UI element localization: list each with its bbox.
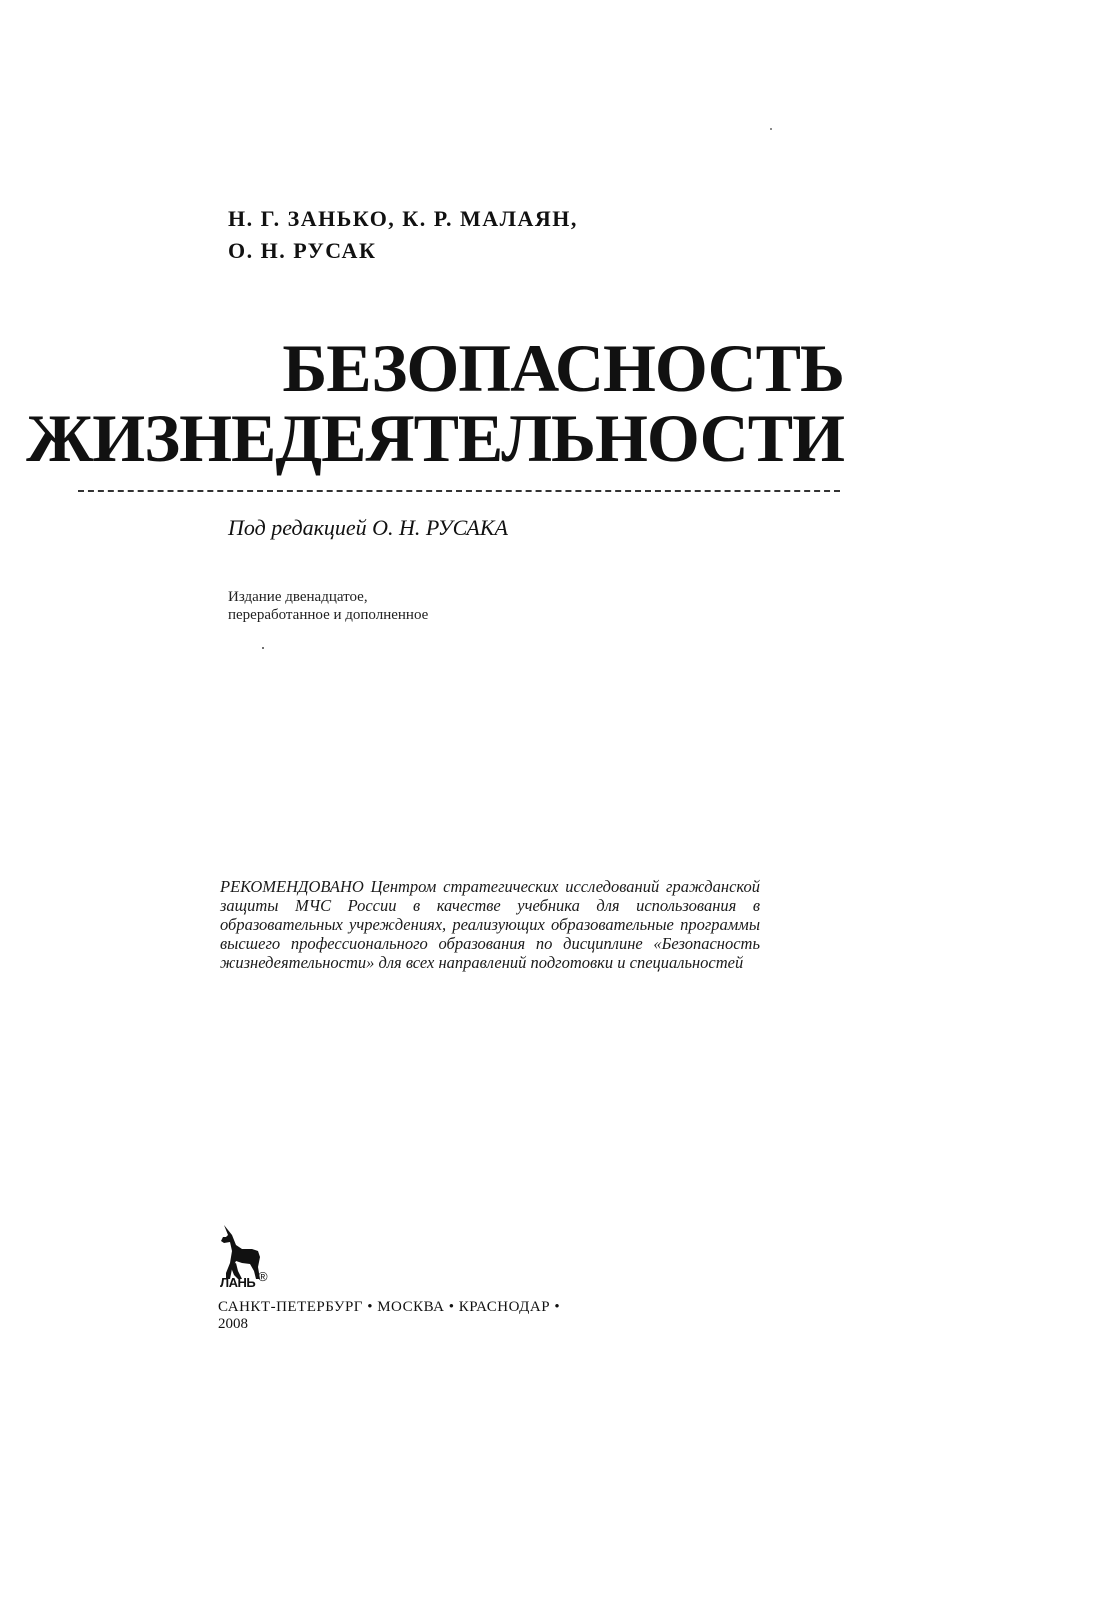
book-title <box>26 330 844 476</box>
publisher-cities: САНКТ-ПЕТЕРБУРГ • МОСКВА • КРАСНОДАР • <box>218 1299 561 1315</box>
authors-line-2: О. Н. РУСАК <box>228 238 377 263</box>
logo-text: ЛАНЬ <box>220 1275 256 1290</box>
edition-info <box>228 588 428 624</box>
recommendation-text: Центром стратегических исследований гражданской защиты МЧС России в качестве учебника для использования в образовательных учреждениях, реализующих образовательные программы высшего профессионального образования по дисциплине «Безопасность жизнедеятельности» для всех направлений подготовки и специальностей <box>220 877 760 972</box>
editor-line: Под редакцией О. Н. РУСАКА <box>228 515 508 540</box>
authors-line-1: Н. Г. ЗАНЬКО, К. Р. МАЛАЯН, <box>228 206 578 231</box>
publisher-logo <box>218 1223 278 1295</box>
authors <box>228 203 578 267</box>
scan-speck <box>262 647 264 649</box>
title-line-1: БЕЗОПАСНОСТЬ <box>282 330 844 406</box>
edition-line-2: переработанное и дополненное <box>228 607 429 623</box>
registered-mark: ® <box>258 1269 268 1284</box>
scan-speck <box>770 128 772 130</box>
recommendation-lead: РЕКОМЕНДОВАНО <box>220 877 364 896</box>
edition-line-1: Издание двенадцатое, <box>228 589 368 605</box>
publication-year: 2008 <box>218 1316 248 1332</box>
title-line-2: ЖИЗНЕДЕЯТЕЛЬНОСТИ <box>26 400 844 476</box>
recommendation-block <box>220 877 760 972</box>
title-divider <box>78 490 840 492</box>
